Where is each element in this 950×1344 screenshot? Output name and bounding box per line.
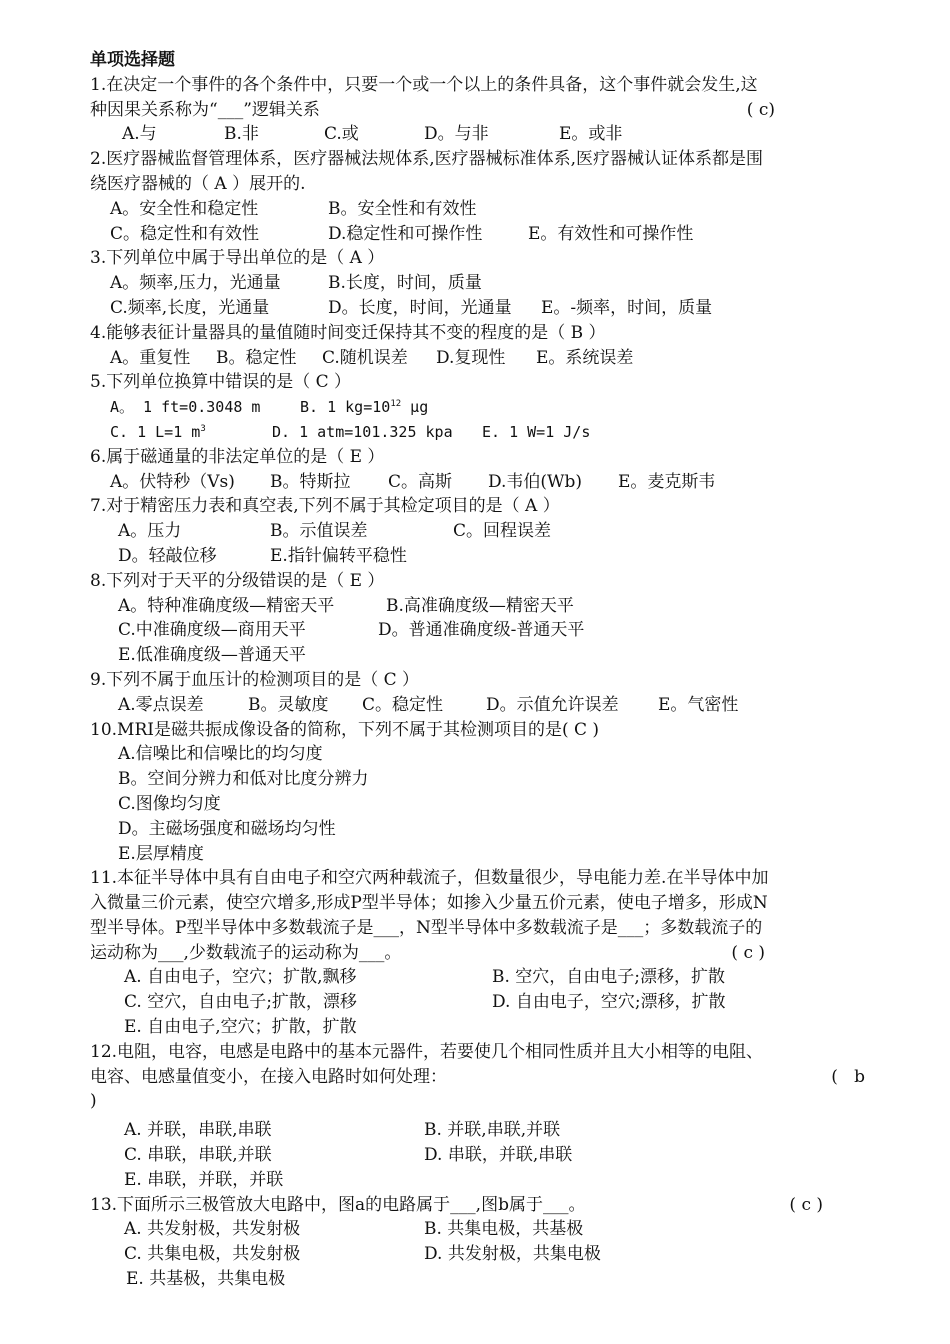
question-12-option-a: A. 并联，串联,串联	[124, 1120, 272, 1141]
question-2-stem-line-1: 2.医疗器械监督管理体系，医疗器械法规体系,医疗器械标准体系,医疗器械认证体系都是围	[90, 149, 764, 170]
question-9-option-e: E。气密性	[658, 694, 739, 715]
question-4-option-e: E。系统误差	[536, 347, 634, 368]
question-9-option-c: C。稳定性	[362, 694, 444, 715]
question-5-option-c-exponent: 3	[200, 423, 206, 434]
question-6	[90, 445, 865, 495]
question-11-option-a: A. 自由电子，空穴；扩散,飘移	[124, 967, 357, 988]
question-7-option-d: D。轻敲位移	[118, 545, 217, 566]
question-5-option-b-exponent: 12	[390, 399, 402, 410]
question-7-option-c: C。回程误差	[453, 521, 552, 542]
question-5-stem: 5.下列单位换算中错误的是（ C ）	[90, 372, 352, 393]
question-11-answer: ( c )	[731, 942, 765, 963]
question-7-option-b: B。示值误差	[270, 521, 368, 542]
question-7-stem: 7.对于精密压力表和真空表,下列不属于其检定项目的是（ A ）	[90, 496, 560, 517]
question-3-option-e: E。-频率，时间，质量	[541, 297, 713, 318]
question-12	[90, 1040, 865, 1193]
question-5-option-a: A。 1 ft=0.3048 m	[110, 398, 261, 417]
question-2	[90, 147, 865, 246]
question-2-stem-line-2: 绕医疗器械的（ A ）展开的.	[90, 173, 306, 194]
question-13-option-a: A. 共发射极，共发射极	[124, 1219, 301, 1240]
question-9	[90, 668, 865, 718]
question-9-option-a: A.零点误差	[118, 694, 204, 715]
question-11	[90, 866, 865, 1040]
question-7-option-a: A。压力	[118, 521, 182, 542]
question-4-option-a: A。重复性	[110, 347, 191, 368]
question-1	[90, 73, 865, 147]
question-4-option-d: D.复现性	[436, 347, 506, 368]
question-11-option-e: E. 自由电子,空穴；扩散，扩散	[124, 1017, 357, 1038]
question-7-option-e: E.指针偏转平稳性	[270, 545, 407, 566]
question-5-option-b-base: B. 1 kg=10	[300, 398, 391, 417]
question-4-option-b: B。稳定性	[216, 347, 297, 368]
question-9-option-d: D。示值允许误差	[486, 694, 619, 715]
question-4-option-c: C.随机误差	[322, 347, 408, 368]
question-11-stem-line-1: 11.本征半导体中具有自由电子和空穴两种载流子，但数量很少，导电能力差.在半导体中加	[90, 868, 769, 889]
question-13-stem: 13.下面所示三极管放大电路中，图a的电路属于___,图b属于___。	[90, 1194, 586, 1215]
question-3-option-b: B.长度，时间，质量	[328, 273, 482, 294]
question-12-option-b: B. 并联,串联,并联	[424, 1120, 561, 1141]
question-11-option-d: D. 自由电子，空穴;漂移，扩散	[492, 992, 726, 1013]
question-11-option-b: B. 空穴，自由电子;漂移，扩散	[492, 967, 726, 988]
question-1-option-d: D。与非	[424, 124, 489, 145]
question-9-stem: 9.下列不属于血压计的检测项目的是（ C ）	[90, 669, 420, 690]
question-13-option-c: C. 共集电极，共发射极	[124, 1244, 301, 1265]
question-11-stem-line-2: 入微量三价元素，使空穴增多,形成P型半导体；如掺入少量五价元素，使电子增多，形成N	[90, 893, 768, 914]
question-5-option-c-base: C. 1 L=1 m	[110, 422, 201, 441]
question-10	[90, 718, 865, 867]
question-3-stem: 3.下列单位中属于导出单位的是（ A ）	[90, 248, 385, 269]
question-2-option-a: A。安全性和稳定性	[110, 198, 259, 219]
question-5-option-b	[300, 395, 428, 420]
question-11-stem-line-4: 运动称为___,少数载流子的运动称为___。	[90, 942, 402, 963]
question-9-option-b: B。灵敏度	[248, 694, 329, 715]
question-5-option-d: D. 1 atm=101.325 kpa	[272, 422, 453, 441]
question-6-option-a: A。伏特秒（Vs)	[110, 471, 235, 492]
question-12-option-d: D. 串联，并联,串联	[424, 1145, 573, 1166]
question-13-option-d: D. 共发射极，共集电极	[424, 1244, 601, 1265]
question-2-option-c: C。稳定性和有效性	[110, 223, 260, 244]
question-1-option-a: A.与	[122, 124, 157, 145]
question-1-option-e: E。或非	[559, 124, 623, 145]
question-10-option-c: C.图像均匀度	[118, 793, 221, 814]
question-2-option-d: D.稳定性和可操作性	[328, 223, 483, 244]
question-4	[90, 321, 865, 371]
question-11-option-c: C. 空穴，自由电子;扩散，漂移	[124, 992, 357, 1013]
question-12-stem-line-1: 12.电阻，电容，电感是电路中的基本元器件，若要使几个相同性质并且大小相等的电阻、	[90, 1041, 764, 1062]
question-8-option-b: B.高准确度级—精密天平	[386, 595, 574, 616]
question-3-option-a: A。频率,压力，光通量	[110, 273, 281, 294]
question-8-option-a: A。特种准确度级—精密天平	[118, 595, 335, 616]
question-13-option-e: E. 共基极，共集电极	[126, 1269, 286, 1290]
question-1-answer: ( c)	[746, 99, 775, 120]
question-10-option-e: E.层厚精度	[118, 843, 204, 864]
question-2-option-e: E。有效性和可操作性	[528, 223, 694, 244]
question-3-option-d: D。长度，时间，光通量	[328, 297, 512, 318]
question-8-option-e: E.低准确度级—普通天平	[118, 645, 306, 666]
question-1-stem-line-1: 1.在决定一个事件的各个条件中，只要一个或一个以上的条件具备，这个事件就会发生,这	[90, 74, 758, 95]
question-10-option-b: B。空间分辨力和低对比度分辨力	[118, 769, 369, 790]
question-2-option-b: B。安全性和有效性	[328, 198, 477, 219]
question-5	[90, 370, 865, 444]
question-13	[90, 1193, 865, 1292]
question-12-answer: ( b	[831, 1066, 865, 1087]
question-6-option-b: B。特斯拉	[270, 471, 351, 492]
document-page	[90, 48, 865, 1292]
question-13-answer: ( c )	[789, 1194, 823, 1215]
question-11-stem-line-3: 型半导体。P型半导体中多数载流子是___，N型半导体中多数载流子是___；多数载流子的	[90, 917, 763, 938]
question-8-option-d: D。普通准确度级-普通天平	[378, 620, 585, 641]
question-4-stem: 4.能够表征计量器具的量值随时间变迁保持其不变的程度的是（ B ）	[90, 322, 606, 343]
question-5-option-e: E. 1 W=1 J/s	[482, 422, 591, 441]
question-5-option-b-unit: μg	[401, 398, 429, 417]
question-10-option-d: D。主磁场强度和磁场均匀性	[118, 818, 336, 839]
question-10-option-a: A.信噪比和信噪比的均匀度	[118, 744, 323, 765]
question-12-option-e: E. 串联，并联，并联	[124, 1169, 284, 1190]
question-7	[90, 494, 865, 568]
question-10-stem: 10.MRI是磁共振成像设备的简称，下列不属于其检测项目的是( C )	[90, 719, 600, 740]
question-12-option-c: C. 串联，串联,并联	[124, 1145, 272, 1166]
question-8-option-c: C.中准确度级—商用天平	[118, 620, 306, 641]
question-1-stem-line-2: 种因果关系称为“___”逻辑关系	[90, 99, 320, 120]
question-6-option-c: C。高斯	[388, 471, 453, 492]
question-8-stem: 8.下列对于天平的分级错误的是（ E ）	[90, 570, 385, 591]
question-6-option-d: D.韦伯(Wb)	[488, 471, 583, 492]
question-5-option-c	[110, 420, 272, 445]
section-title: 单项选择题	[90, 50, 175, 70]
question-6-option-e: E。麦克斯韦	[618, 471, 716, 492]
question-12-stem-line-2: 电容、电感量值变小，在接入电路时如何处理：	[90, 1066, 447, 1087]
question-13-option-b: B. 共集电极，共基极	[424, 1219, 584, 1240]
question-12-answer-close: )	[90, 1091, 97, 1112]
question-1-option-b: B.非	[224, 124, 259, 145]
question-8	[90, 569, 865, 668]
question-3-option-c: C.频率,长度，光通量	[110, 297, 270, 318]
question-1-option-c: C.或	[324, 124, 359, 145]
question-6-stem: 6.属于磁通量的非法定单位的是（ E ）	[90, 446, 385, 467]
question-3	[90, 246, 865, 320]
